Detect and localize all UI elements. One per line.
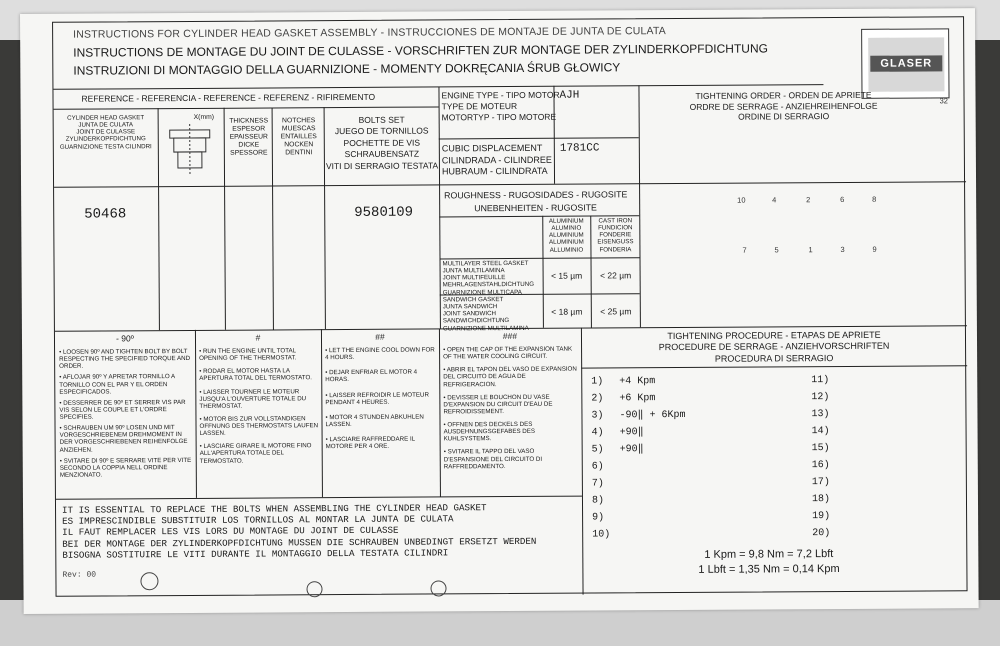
bolt-order-bottom-5: 9 <box>872 244 877 254</box>
bolt-replacement-notice: IT IS ESSENTIAL TO REPLACE THE BOLTS WHEN ASSEMBLING THE CYLINDER HEAD GASKET ES IMPRESCINDIBLE SUBSTITUIR LOS TORNILLOS AL MONTAR LA JUNTA DE CULATA IL FAUT REMPLACER LES VIS LORS DU MONTAGE DU JOINT DE CULASSE BEI DER MONTAGE DER ZYLINDERKOPFDICHTUNG MUSSEN DIE SCHRAUBEN UNBEDINGT ERSETZT WERDEN BISOGNA SOSTITUIRE LE VITI DURANTE IL MONTAGGIO DELLA TESTATA CILINDRI <box>61 502 537 561</box>
procedure-step-row: 1) +4 Kpm <box>591 376 656 388</box>
sandwich-label: SANDWICH GASKET JUNTA SANDWICH JOINT SANDWICH SANDWICHDICHTUNG GUARNIZIONE MULTILAMINA <box>442 296 529 332</box>
step1-text: • LOOSEN 90º AND TIGHTEN BOLT BY BOLT RESPECTING THE SPECIFIED TORQUE AND ORDER. • AFLOJAR 90º Y APRETAR TORNILLO A TORNILLO CON EL PAR Y EL ORDEN ESPECIFICADOS. • DESSERRER DE 90º ET SERRER VIS PAR VIS SELON LE COUPLE ET L'ORDRE SPECIFIES. • SCHRAUBEN UM 90º LOSEN UND MIT VORGESCHRIEBENEM DREHMOMENT IN DER VORGESCHRIEBENEN REIHENFOLGE ANZIEHEN. • SVITARE DI 90º E SERRARE VITE PER VITE SECONDO LA COPPIA NELL ORDINE MENZIONATO. <box>59 347 192 479</box>
engine-type-value: AJH <box>559 89 580 102</box>
instruction-sheet <box>20 8 979 614</box>
step2-text: • RUN THE ENGINE UNTIL TOTAL OPENING OF THE THERMOSTAT. • RODAR EL MOTOR HASTA LA APERTURA TOTAL DEL TERMOSTATO. • LAISSER TOURNER LE MOTEUR JUSQU'A L'OUVERTURE TOTALE DU THERMOSTAT. • MOTOR BIS ZUR VOLLSTANDIGEN OFFNUNG DES THERMOSTATS LAUFEN LASSEN. • LASCIARE GIRARE IL MOTORE FINO ALL'APERTURA TOTALE DEL TERMOSTATO. <box>199 347 319 465</box>
procedure-step-row: 6) <box>591 461 604 473</box>
form-frame <box>52 16 967 597</box>
unit-conversion-1: 1 Kpm = 9,8 Nm = 7,2 Lbft <box>704 548 834 561</box>
header-line-3: INSTRUZIONI DI MONTAGGIO DELLA GUARNIZIONE - MOMENTY DOKRĘCANIA ŚRUB GŁOWICY <box>73 60 621 78</box>
page-number: 32 <box>939 96 948 106</box>
roughness-label: ROUGHNESS - RUGOSIDADES - RUGOSITE UNEBENHEITEN - RUGOSITE <box>444 189 628 213</box>
procedure-step-row: 5) +90‖ <box>591 444 644 456</box>
sandwich-aluminium-value: < 18 µm <box>551 306 583 317</box>
piston-diagram-icon <box>164 124 220 178</box>
col-x-header: X(mm) <box>193 113 215 121</box>
step3-title: ## <box>375 331 385 342</box>
step3-text: • LET THE ENGINE COOL DOWN FOR 4 HOURS. • DEJAR ENFRIAR EL MOTOR 4 HORAS. • LAISSER REFROIDIR LE MOTEUR PENDANT 4 HEURES. • MOTOR 4 STUNDEN ABKUHLEN LASSEN. • LASCIARE RAFFREDDARE IL MOTORE PER 4 ORE. <box>325 346 435 451</box>
procedure-step-row: 9) <box>592 512 605 524</box>
logo-text: GLASER <box>870 55 942 71</box>
gasket-reference-value: 50468 <box>84 206 127 223</box>
unit-conversion-2: 1 Lbft = 1,35 Nm = 0,14 Kpm <box>698 563 840 576</box>
bolt-order-bottom-2: 5 <box>774 245 779 255</box>
reference-title: REFERENCE - REFERENCIA - REFERENCE - REFERENZ - RIFIREMENTO <box>81 91 376 104</box>
header-line-2: INSTRUCTIONS DE MONTAGE DU JOINT DE CULASSE - VORSCHRIFTEN ZUR MONTAGE DER ZYLINDERKOPFDICHTUNG <box>73 41 768 60</box>
revision-label: Rev: 00 <box>62 570 97 580</box>
registration-circle-2 <box>306 581 322 597</box>
procedure-step-row: 8) <box>591 495 605 507</box>
procedure-step-row: 2) +6 Kpm <box>591 393 656 405</box>
bolt-order-top-4: 6 <box>840 194 845 204</box>
bolt-order-top-1: 10 <box>737 195 746 205</box>
procedure-step-row: 7) <box>591 478 604 490</box>
multilayer-label: MULTILAYER STEEL GASKET JUNTA MULTILAMINA JOINT MULTIFEUILLE MEHRLAGENSTAHLDICHTUNG GUARNIZIONE MULTICAPA <box>442 259 535 296</box>
bolt-order-bottom-1: 7 <box>742 245 747 255</box>
bolt-order-bottom-4: 3 <box>840 244 845 254</box>
col-bolts-header: BOLTS SET JUEGO DE TORNILLOS POCHETTE DE VIS SCHRAUBENSATZ VITI DI SERRAGIO TESTATA <box>325 114 439 172</box>
bolt-order-top-2: 4 <box>772 195 777 205</box>
col-thickness-header: THICKNESS ESPESOR EPAISSEUR DICKE SPESSORE <box>229 117 269 157</box>
col-notches-header: NOTCHES MUESCAS ENTAILLES NOCKEN DENTINI <box>280 117 317 157</box>
procedure-steps-left <box>591 372 812 543</box>
bolts-reference-value: 9580109 <box>354 204 414 221</box>
cast-iron-header: CAST IRON FUNDICION FONDERIE EISENGUSS FONDERIA <box>597 217 634 253</box>
multilayer-castiron-value: < 22 µm <box>600 270 632 281</box>
step2-title: # <box>255 332 261 343</box>
bolt-order-top-3: 2 <box>806 195 811 205</box>
step4-text: • OPEN THE CAP OF THE EXPANSION TANK OF THE WATER COOLING CIRCUIT. • ABRIR EL TAPON DEL VASO DE EXPANSION DEL CIRCUITO DE AGUA DE REFRIGERACION. • DEVISSER LE BOUCHON DU VASE D'EXPANSION DU CIRCUIT D'EAU DE REFROIDISSEMENT. • OFFNEN DES DECKELS DES AUSDEHNUNGSGEFABES DES KUHLSYSTEMS. • SVITARE IL TAPPO DEL VASO D'ESPANSIONE DEL CIRCUITO DI RAFFREDDAMENTO. <box>443 345 577 471</box>
step4-title: ### <box>502 330 518 342</box>
multilayer-aluminium-value: < 15 µm <box>551 270 583 281</box>
step1-title: - 90º <box>116 333 134 344</box>
bolt-order-bottom-3: 1 <box>808 245 813 255</box>
displacement-label: CUBIC DISPLACEMENT CILINDRADA - CILINDREE HUBRAUM - CILINDRATA <box>441 142 552 177</box>
displacement-value: 1781CC <box>559 142 600 155</box>
procedure-steps-right: 11) 12) 13) 14) 15) 16) 17) 18) 19) 20) <box>811 375 831 540</box>
procedure-step-row: 4) +90‖ <box>591 427 644 439</box>
registration-circle-1 <box>140 572 158 590</box>
col-gasket-header: CYLINDER HEAD GASKET JUNTA DE CULATA JOINT DE CULASSE ZYLINDERKOPFDICHTUNG GUARNIZIONE TESTA CILINDRI <box>59 114 152 151</box>
bolt-order-top-5: 8 <box>872 194 877 204</box>
engine-type-label: ENGINE TYPE - TIPO MOTOR TYPE DE MOTEUR MOTORTYP - TIPO MOTORE <box>441 89 560 123</box>
sandwich-castiron-value: < 25 µm <box>600 306 632 317</box>
procedure-title: TIGHTENING PROCEDURE - ETAPAS DE APRIETE PROCEDURE DE SERRAGE - ANZIEHVORSCHRIFTEN PROCEDURA DI SERRAGIO <box>658 329 890 364</box>
aluminium-header: ALUMINIUM ALUMINIO ALUMINIUM ALUMINIUM ALLUMINIO <box>548 217 584 254</box>
procedure-step-row: 3) -90‖ + 6Kpm <box>591 409 686 422</box>
procedure-step-row: 10) <box>592 529 611 541</box>
tightening-order-title: TIGHTENING ORDER - ORDEN DE APRIETE ORDRE DE SERRAGE - ANZIEHREIHENFOLGE ORDINE DI SERRAGIO <box>689 89 878 122</box>
header-line-1: INSTRUCTIONS FOR CYLINDER HEAD GASKET ASSEMBLY - INSTRUCCIONES DE MONTAJE DE JUNTA DE CULATA <box>73 25 667 41</box>
registration-circle-3 <box>430 580 446 596</box>
glaser-logo <box>861 28 949 99</box>
